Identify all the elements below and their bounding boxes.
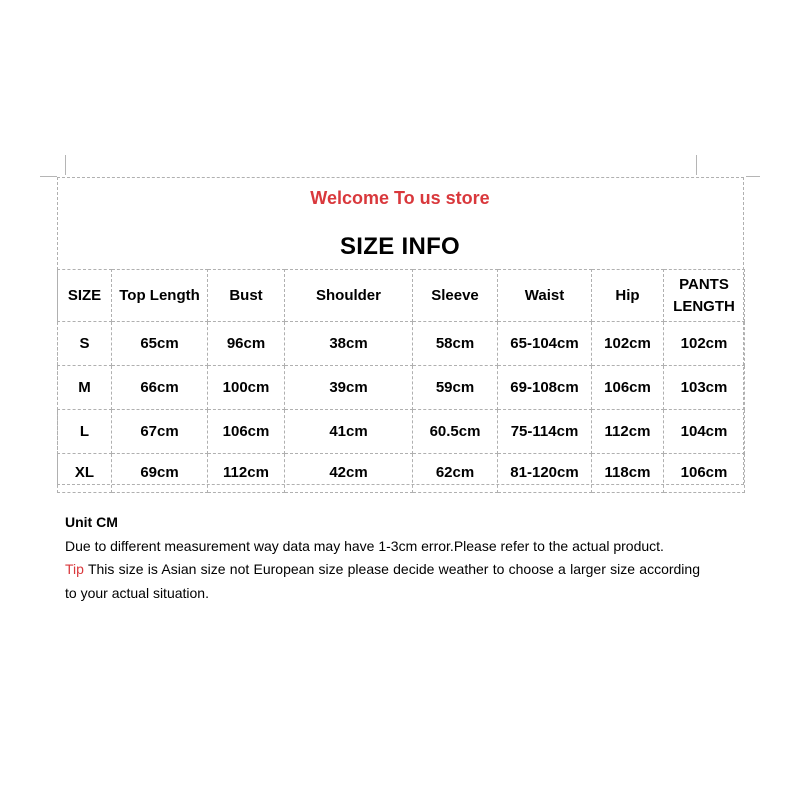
measurement-note: Due to different measurement way data may have 1-3cm error.Please refer to the actual product. xyxy=(65,537,664,554)
column-header: Waist xyxy=(498,270,592,322)
column-header: Top Length xyxy=(112,270,208,322)
table-cell: M xyxy=(58,366,112,410)
table-cell: 106cm xyxy=(208,410,285,454)
table-cell: 39cm xyxy=(285,366,413,410)
tip-text: This size is Asian size not European size please decide weather to choose a larger size according to your actual situation. xyxy=(65,561,700,601)
notes-block xyxy=(65,511,700,605)
table-cell: 112cm xyxy=(592,410,664,454)
table-cell: 65-104cm xyxy=(498,322,592,366)
table-cell: XL xyxy=(58,454,112,493)
table-cell: 58cm xyxy=(413,322,498,366)
size-info-heading: SIZE INFO xyxy=(339,233,461,260)
table-cell: 81-120cm xyxy=(498,454,592,493)
table-cell: 96cm xyxy=(208,322,285,366)
table-cell: 102cm xyxy=(664,322,745,366)
column-header: SIZE xyxy=(58,270,112,322)
table-cell: 69cm xyxy=(112,454,208,493)
table-cell: 66cm xyxy=(112,366,208,410)
tip-note xyxy=(65,558,700,605)
table-cell: 103cm xyxy=(664,366,745,410)
table-cell: 69-108cm xyxy=(498,366,592,410)
table-cell: 38cm xyxy=(285,322,413,366)
table-cell: 104cm xyxy=(664,410,745,454)
table-cell: 67cm xyxy=(112,410,208,454)
crop-mark-left-horizontal xyxy=(40,176,57,177)
table-cell: 118cm xyxy=(592,454,664,493)
column-header: Hip xyxy=(592,270,664,322)
table-cell: 112cm xyxy=(208,454,285,493)
table-cell: 65cm xyxy=(112,322,208,366)
column-header: PANTS LENGTH xyxy=(664,270,745,322)
table-row xyxy=(58,322,745,366)
table-cell: 41cm xyxy=(285,410,413,454)
column-header: Bust xyxy=(208,270,285,322)
unit-note: Unit CM xyxy=(65,514,118,530)
column-header: Shoulder xyxy=(285,270,413,322)
store-title: Welcome To us store xyxy=(310,188,490,208)
crop-mark-right-vertical xyxy=(696,155,697,175)
column-header: Sleeve xyxy=(413,270,498,322)
table-cell: 100cm xyxy=(208,366,285,410)
table-cell: 60.5cm xyxy=(413,410,498,454)
table-row xyxy=(58,454,745,493)
table-cell: 59cm xyxy=(413,366,498,410)
table-row xyxy=(58,366,745,410)
size-table xyxy=(57,269,745,493)
table-cell: 106cm xyxy=(664,454,745,493)
table-cell: S xyxy=(58,322,112,366)
table-header-row xyxy=(58,270,745,322)
crop-mark-right-horizontal xyxy=(746,176,760,177)
tip-label: Tip xyxy=(65,561,84,577)
table-cell: 75-114cm xyxy=(498,410,592,454)
table-row xyxy=(58,410,745,454)
table-cell: L xyxy=(58,410,112,454)
table-cell: 62cm xyxy=(413,454,498,493)
table-cell: 42cm xyxy=(285,454,413,493)
table-cell: 102cm xyxy=(592,322,664,366)
crop-mark-left-vertical xyxy=(65,155,66,175)
table-cell: 106cm xyxy=(592,366,664,410)
